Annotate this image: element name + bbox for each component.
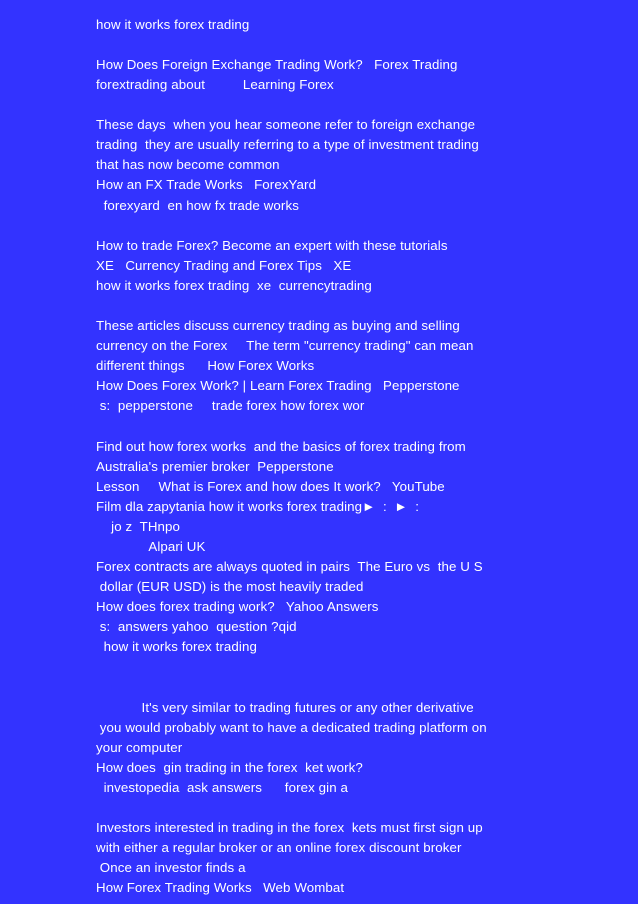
text-line: how it works forex trading xe currencytrading xyxy=(96,278,372,293)
text-line: Alpari UK xyxy=(96,539,206,554)
text-line: These articles discuss currency trading as buying and selling xyxy=(96,318,460,333)
text-line: How an FX Trade Works ForexYard xyxy=(96,177,317,192)
text-line: Find out how forex works and the basics of forex trading from xyxy=(96,439,466,454)
text-line: s: answers yahoo question ?qid xyxy=(96,619,297,634)
text-line: These days when you hear someone refer to foreign exchange xyxy=(96,117,476,132)
text-line: you would probably want to have a dedicated trading platform on xyxy=(96,720,487,735)
text-line: that has now become common xyxy=(96,157,280,172)
text-line: how it works forex trading xyxy=(96,17,250,32)
text-line: currency on the Forex The term "currency trading" can mean xyxy=(96,338,474,353)
text-line: It's very similar to trading futures or any other derivative xyxy=(96,700,474,715)
text-line: s: pepperstone trade forex how forex wor xyxy=(96,398,365,413)
text-line: how it works forex trading xyxy=(96,639,257,654)
text-line: How Forex Trading Works Web Wombat xyxy=(96,880,345,895)
text-line: Once an investor finds a xyxy=(96,860,246,875)
text-line: your computer xyxy=(96,740,183,755)
text-line: Australia's premier broker Pepperstone xyxy=(96,459,334,474)
text-line: How does gin trading in the forex ket work? xyxy=(96,760,363,775)
text-line: XE Currency Trading and Forex Tips XE xyxy=(96,258,352,273)
text-line: forexyard en how fx trade works xyxy=(96,198,299,213)
text-line: forextrading about Learning Forex xyxy=(96,77,334,92)
text-line: with either a regular broker or an online forex discount broker xyxy=(96,840,462,855)
text-line: Forex contracts are always quoted in pairs The Euro vs the U S xyxy=(96,559,483,574)
text-line: How to trade Forex? Become an expert with these tutorials xyxy=(96,238,448,253)
text-line: investopedia ask answers forex gin a xyxy=(96,780,348,795)
text-line: How does forex trading work? Yahoo Answers xyxy=(96,599,379,614)
text-line: trading they are usually referring to a type of investment trading xyxy=(96,137,479,152)
text-line: dollar (EUR USD) is the most heavily traded xyxy=(96,579,364,594)
text-line: different things How Forex Works xyxy=(96,358,315,373)
text-line: Investors interested in trading in the forex kets must first sign up xyxy=(96,820,483,835)
text-line: How Does Foreign Exchange Trading Work? Forex Trading xyxy=(96,57,458,72)
text-line: jo z THnpo xyxy=(96,519,181,534)
text-line: Lesson What is Forex and how does It work? YouTube xyxy=(96,479,445,494)
text-line: How Does Forex Work? | Learn Forex Trading Pepperstone xyxy=(96,378,460,393)
text-line: Film dla zapytania how it works forex trading► : ► : xyxy=(96,499,419,514)
